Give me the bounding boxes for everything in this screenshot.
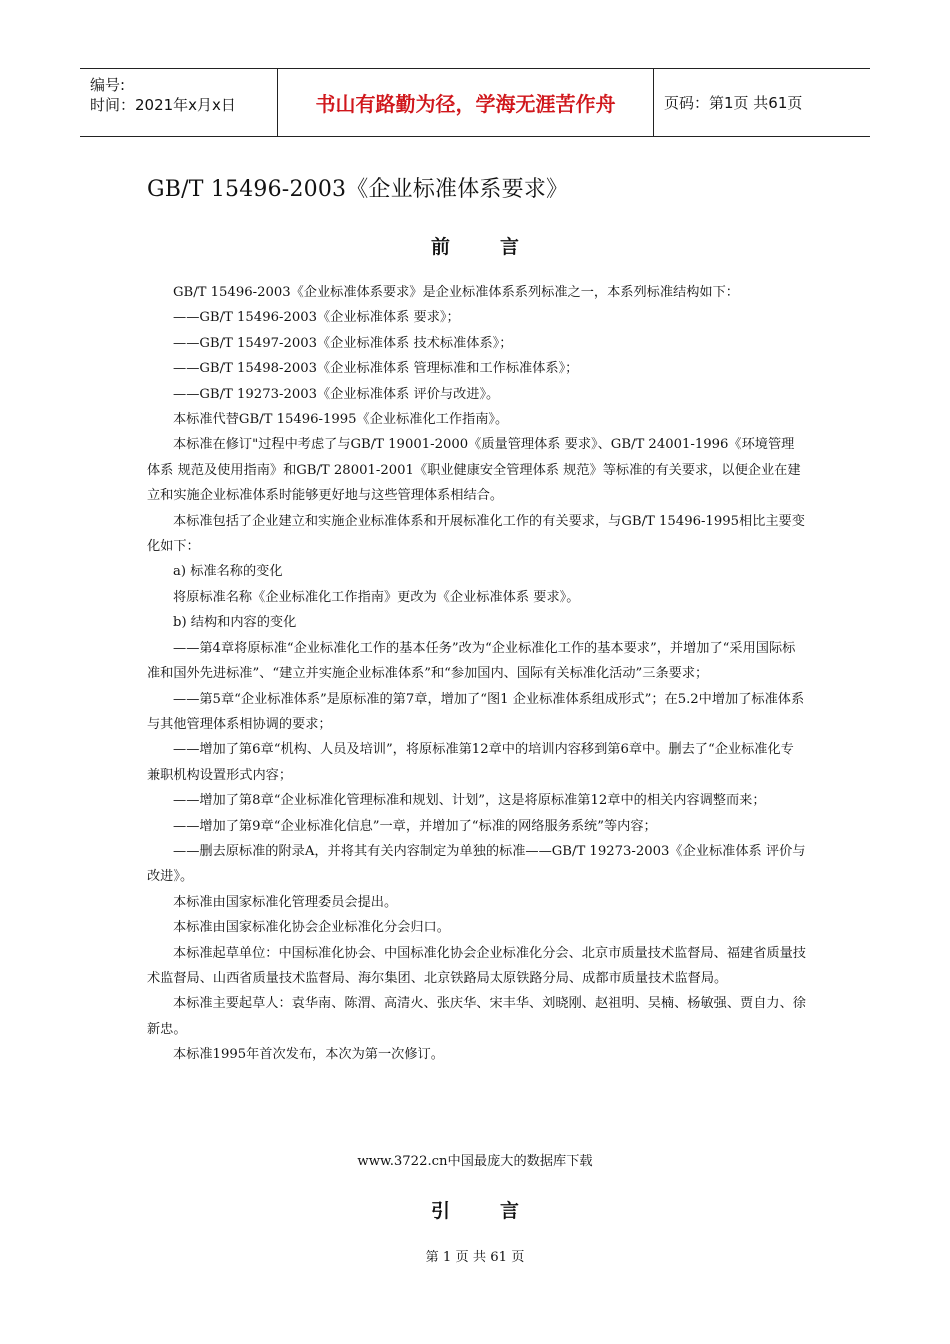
paragraph: ——增加了第9章“企业标准化信息”一章，并增加了“标准的网络服务系统”等内容； [173, 818, 657, 834]
paragraph: ——GB/T 15497-2003《企业标准体系 技术标准体系》； [173, 335, 513, 351]
paragraph: 本标准包括了企业建立和实施企业标准体系和开展标准化工作的有关要求，与GB/T 15496-1995相比主要变化如下： [147, 513, 805, 555]
page-header [80, 68, 870, 137]
paragraph: ——GB/T 15496-2003《企业标准体系 要求》； [173, 310, 460, 326]
paragraph: ——增加了第6章“机构、人员及培训”，将原标准第12章中的培训内容移到第6章中。删去了“企业标准化专兼职机构设置形式内容； [147, 742, 794, 783]
paragraph: a) 标准名称的变化 [173, 564, 283, 580]
document-title: GB/T 15496-2003《企业标准体系要求》 [147, 177, 569, 202]
header-motto: 书山有路勤为径，学海无涯苦作舟 [278, 69, 654, 136]
paragraph: 本标准主要起草人：袁华南、陈渭、高清火、张庆华、宋丰华、刘晓刚、赵祖明、吴楠、杨敏强、贾自力、徐新忠。 [147, 996, 806, 1037]
page-footer: 第 1 页 共 61 页 [425, 1250, 525, 1265]
header-meta [80, 69, 278, 136]
paragraph: 本标准由国家标准化协会企业标准化分会归口。 [173, 920, 450, 936]
paragraph: 本标准代替GB/T 15496-1995《企业标准化工作指南》。 [173, 412, 509, 428]
paragraph: b) 结构和内容的变化 [173, 615, 297, 631]
paragraph: GB/T 15496-2003《企业标准体系要求》是企业标准体系系列标准之一，本系列标准结构如下： [173, 285, 739, 300]
time-label: 时间：2021年x月x日 [90, 96, 236, 114]
paragraph: 本标准起草单位：中国标准化协会、中国标准化协会企业标准化分会、北京市质量技术监督局、福建省质量技术监督局、山西省质量技术监督局、海尔集团、北京铁路局太原铁路分局、成都市质量技术监督局。 [147, 945, 806, 986]
paragraph: ——第5章“企业标准体系”是原标准的第7章，增加了“图1 企业标准体系组成形式”；在5.2中增加了标准体系与其他管理体系相协调的要求； [147, 691, 805, 732]
site-link[interactable]: www.3722.cn中国最庞大的数据库下载 [357, 1154, 593, 1169]
paragraph: ——GB/T 19273-2003《企业标准体系 评价与改进》。 [173, 386, 500, 402]
paragraph: ——增加了第8章“企业标准化管理标准和规划、计划”，这是将原标准第12章中的相关内容调整而来； [173, 793, 766, 809]
paragraph: 本标准由国家标准化管理委员会提出。 [173, 894, 398, 910]
paragraph: 将原标准名称《企业标准化工作指南》更改为《企业标准体系 要求》。 [173, 589, 580, 605]
paragraph: ——第4章将原标准“企业标准化工作的基本任务”改为“企业标准化工作的基本要求”，并增加了“采用国际标准和国外先进标准”、“建立并实施企业标准体系”和“参加国内、国际有关标准化活动”三条要求； [147, 640, 796, 682]
paragraph: 本标准1995年首次发布，本次为第一次修订。 [173, 1047, 444, 1063]
paragraph: ——GB/T 15498-2003《企业标准体系 管理标准和工作标准体系》； [173, 361, 579, 377]
header-page-info: 页码：第1页 共61页 [664, 94, 803, 112]
foreword-body [147, 280, 807, 1068]
paragraph: 本标准在修订"过程中考虑了与GB/T 19001-2000《质量管理体系 要求》、GB/T 24001-1996《环境管理体系 规范及使用指南》和GB/T 28001-2001《职业健康安全管理体系 规范》等标准的有关要求，以便企业在建立和实施企业标准体系时能够更好地与这些管理体系相结合。 [147, 437, 801, 504]
paragraph: ——删去原标准的附录A，并将其有关内容制定为单独的标准——GB/T 19273-2003《企业标准体系 评价与改进》。 [147, 843, 806, 885]
code-label: 编号: [90, 76, 126, 94]
foreword-heading: 前言 [430, 236, 569, 258]
intro-heading: 引言 [430, 1200, 569, 1222]
